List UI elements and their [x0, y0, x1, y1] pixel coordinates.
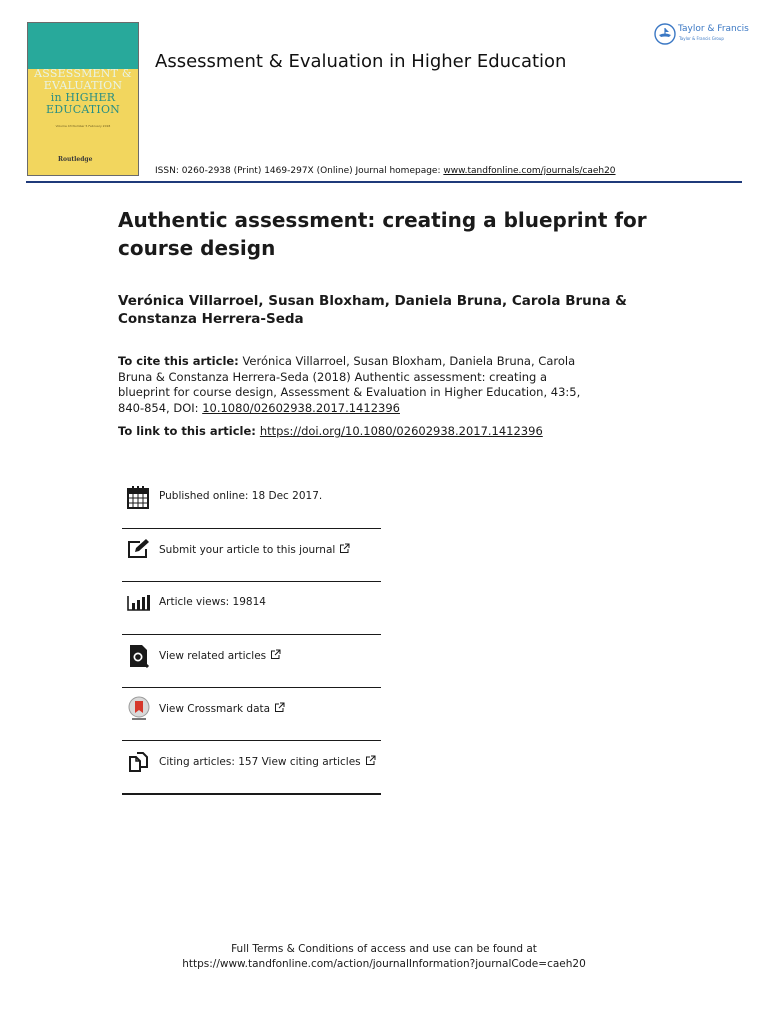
related-articles-row[interactable] [122, 635, 381, 688]
submit-article-row[interactable] [122, 529, 381, 582]
crossmark-icon [126, 696, 152, 722]
published-online-row [122, 476, 381, 529]
cover-title-line: ASSESSMENT & [34, 67, 132, 80]
citing-articles-icon [126, 749, 152, 775]
related-articles-text: View related articles [159, 650, 267, 662]
journal-homepage-link[interactable]: www.tandfonline.com/journals/caeh20 [443, 166, 616, 176]
crossmark-link[interactable] [159, 702, 285, 715]
cover-title-line: EDUCATION [45, 103, 120, 116]
publisher-logo-icon [654, 23, 676, 45]
article-doi-link[interactable]: https://doi.org/10.1080/02602938.2017.1412396 [259, 424, 543, 438]
publisher-logo[interactable] [654, 22, 749, 48]
external-link-icon [270, 649, 281, 660]
issn-line [155, 166, 616, 176]
submit-article-text: Submit your article to this journal [159, 544, 336, 556]
article-views-text: Article views: 19814 [159, 596, 266, 608]
cover-title-line: EVALUATION [43, 79, 123, 92]
bar-chart-icon [126, 590, 152, 616]
header-rule [26, 181, 742, 183]
cover-title [28, 69, 138, 116]
published-online-text: Published online: 18 Dec 2017. [159, 490, 323, 502]
citing-articles-text: Citing articles: 157 View citing articles [159, 756, 361, 768]
external-link-icon [339, 543, 350, 554]
issn-text: ISSN: 0260-2938 (Print) 1469-297X (Online) Journal homepage: [155, 166, 444, 176]
external-link-icon [365, 755, 376, 766]
edit-icon [126, 537, 152, 563]
calendar-icon [126, 484, 152, 510]
citing-articles-link[interactable] [159, 755, 376, 768]
cover-title-line: in HIGHER [50, 91, 116, 104]
cite-label: To cite this article: [118, 354, 239, 368]
submit-article-link[interactable] [159, 543, 350, 556]
article-link-line [118, 424, 543, 438]
citation-block [118, 354, 598, 416]
link-label: To link to this article: [118, 424, 260, 438]
journal-cover [27, 22, 139, 176]
cover-publisher [58, 156, 92, 163]
article-title: Authentic assessment: creating a blueprint for course design [118, 208, 647, 260]
cover-volume: Volume 43 Number 5 February 2018 [55, 124, 111, 128]
publisher-logo-sub: Taylor & Francis Group [679, 36, 724, 41]
cite-text: Verónica Villarroel, Susan Bloxham, Daniela Bruna, Carola Bruna & Constanza Herrera-Seda (2018) Authentic assessment: creating a blueprint for course design, Assessment & Evaluation in Higher Education, 43:5, 840-854, DOI: [118, 354, 581, 415]
article-actions [122, 476, 381, 795]
journal-title: Assessment & Evaluation in Higher Education [155, 51, 567, 72]
article-views-row [122, 582, 381, 635]
footer-line-1: Full Terms & Conditions of access and use can be found at [231, 943, 537, 955]
cover-publisher-name: Routledge [58, 156, 93, 163]
related-articles-link[interactable] [159, 649, 281, 662]
publisher-logo-name: Taylor & Francis [678, 24, 749, 34]
search-document-icon [126, 643, 152, 669]
citing-articles-row[interactable] [122, 741, 381, 795]
footer-terms [0, 942, 768, 972]
cover-top-band [28, 23, 138, 69]
crossmark-text: View Crossmark data [159, 703, 271, 715]
cite-doi-link[interactable]: 10.1080/02602938.2017.1412396 [202, 400, 400, 415]
external-link-icon [274, 702, 285, 713]
article-authors: Verónica Villarroel, Susan Bloxham, Daniela Bruna, Carola Bruna & Constanza Herrera-Seda [118, 293, 627, 327]
crossmark-row[interactable] [122, 688, 381, 741]
footer-terms-link[interactable]: https://www.tandfonline.com/action/journalInformation?journalCode=caeh20 [182, 958, 586, 970]
